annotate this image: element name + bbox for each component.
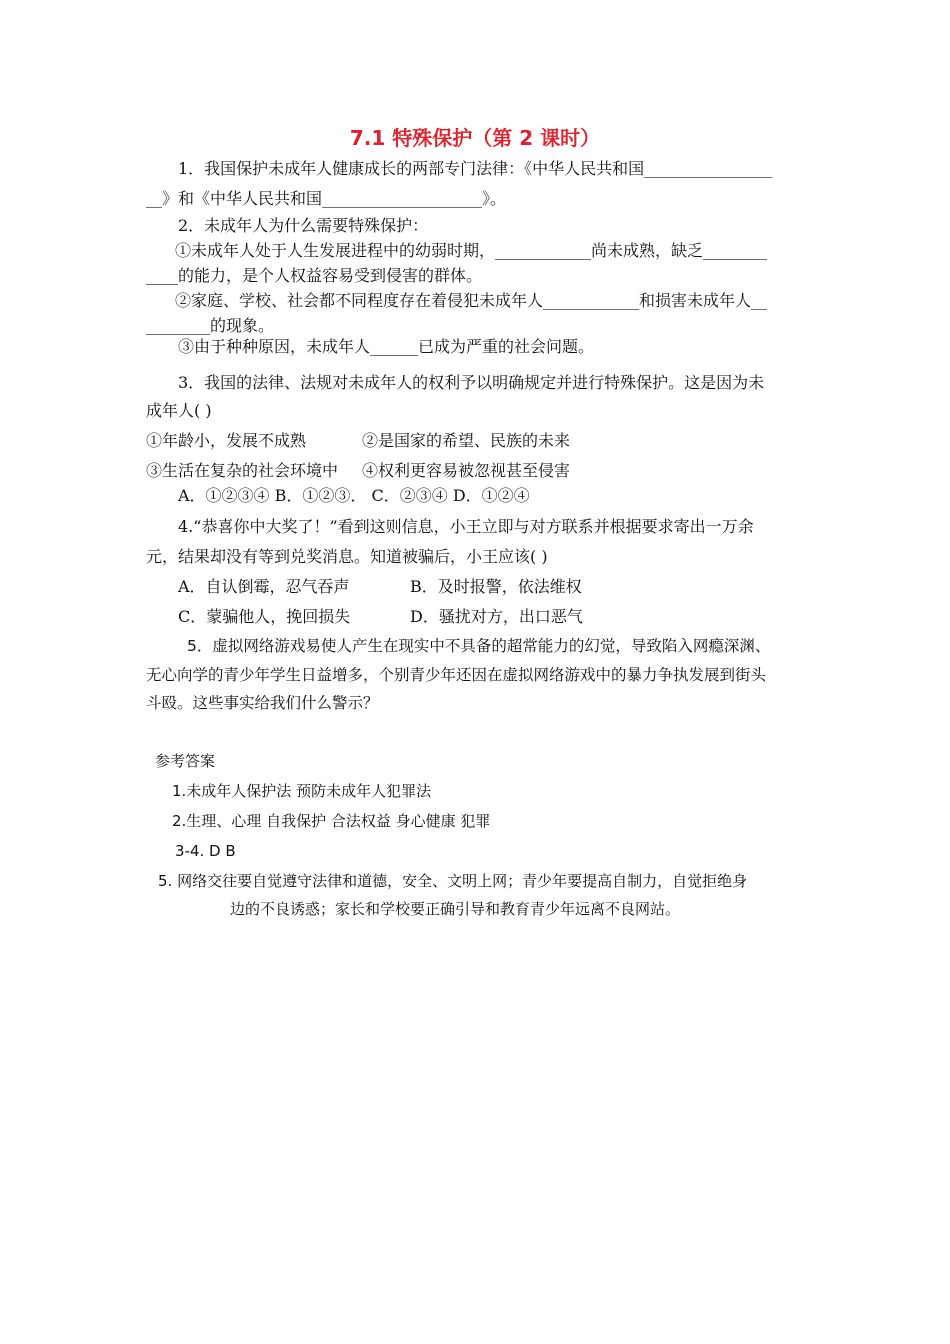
q3-line-2: 成年人( ): [146, 401, 212, 420]
q4-option-b: B．及时报警，依法维权: [410, 577, 582, 596]
q3-choices: A．①②③④ B．①②③． C．②③④ D．①②④: [178, 486, 530, 505]
answer-5-line-2: 边的不良诱惑；家长和学校要正确引导和教育青少年远离不良网站。: [230, 900, 681, 918]
q5-line-3: 斗殴。这些事实给我们什么警示？: [146, 694, 379, 712]
q3-line-1: 3．我国的法律、法规对未成年人的权利予以明确规定并进行特殊保护。这是因为未: [178, 373, 765, 392]
q4-option-a: A．自认倒霉，忍气吞声: [178, 577, 350, 596]
q1-line-2: __》和《中华人民共和国____________________》。: [146, 189, 507, 208]
answer-5-line-1: 5. 网络交往要自觉遵守法律和道德，安全、文明上网；青少年要提高自制力，自觉拒绝身: [158, 872, 748, 890]
q2-line-5: ________的现象。: [146, 316, 275, 335]
q3-option-4: ④权利更容易被忽视甚至侵害: [362, 461, 571, 480]
q2-line-3: ____的能力，是个人权益容易受到侵害的群体。: [146, 266, 483, 285]
q4-options-row-1: [178, 576, 582, 598]
answer-3-4: 3-4. D B: [175, 842, 236, 860]
q2-line-6: ③由于种种原因，未成年人______已成为严重的社会问题。: [178, 337, 595, 356]
answers-heading: 参考答案: [155, 752, 216, 770]
q4-line-1: 4.“恭喜你中大奖了！”看到这则信息，小王立即与对方联系并根据要求寄出一万余: [178, 517, 754, 536]
q2-line-1: 2．未成年人为什么需要特殊保护：: [178, 216, 429, 235]
q2-line-2: ①未成年人处于人生发展进程中的幼弱时期，____________尚未成熟，缺乏________: [175, 241, 768, 260]
q4-option-c: C．蒙骗他人，挽回损失: [178, 607, 351, 626]
page-title: 7.1 特殊保护（第 2 课时）: [349, 126, 601, 150]
q3-option-1: ①年龄小，发展不成熟: [146, 431, 307, 450]
q4-line-2: 元，结果却没有等到兑奖消息。知道被骗后，小王应该( ): [146, 547, 548, 566]
q3-option-3: ③生活在复杂的社会环境中: [146, 461, 339, 480]
q3-options-row-2: [146, 460, 570, 482]
q1-line-1: 1．我国保护未成年人健康成长的两部专门法律：《中华人民共和国________________: [178, 159, 773, 178]
q4-options-row-2: [178, 606, 583, 628]
q5-line-1: 5．虚拟网络游戏易使人产生在现实中不具备的超常能力的幻觉，导致陷入网瘾深渊、: [187, 637, 771, 655]
q4-option-d: D．骚扰对方，出口恶气: [410, 607, 583, 626]
answer-1: 1.未成年人保护法 预防未成年人犯罪法: [172, 782, 432, 800]
answer-2: 2.生理、心理 自我保护 合法权益 身心健康 犯罪: [172, 812, 491, 830]
q3-options-row-1: [146, 430, 570, 452]
q2-line-4: ②家庭、学校、社会都不同程度存在着侵犯未成年人____________和损害未成年人__: [175, 291, 768, 310]
q5-line-2: 无心向学的青少年学生日益增多，个别青少年还因在虚拟网络游戏中的暴力争执发展到街头: [146, 666, 767, 684]
q3-option-2: ②是国家的希望、民族的未来: [362, 431, 571, 450]
